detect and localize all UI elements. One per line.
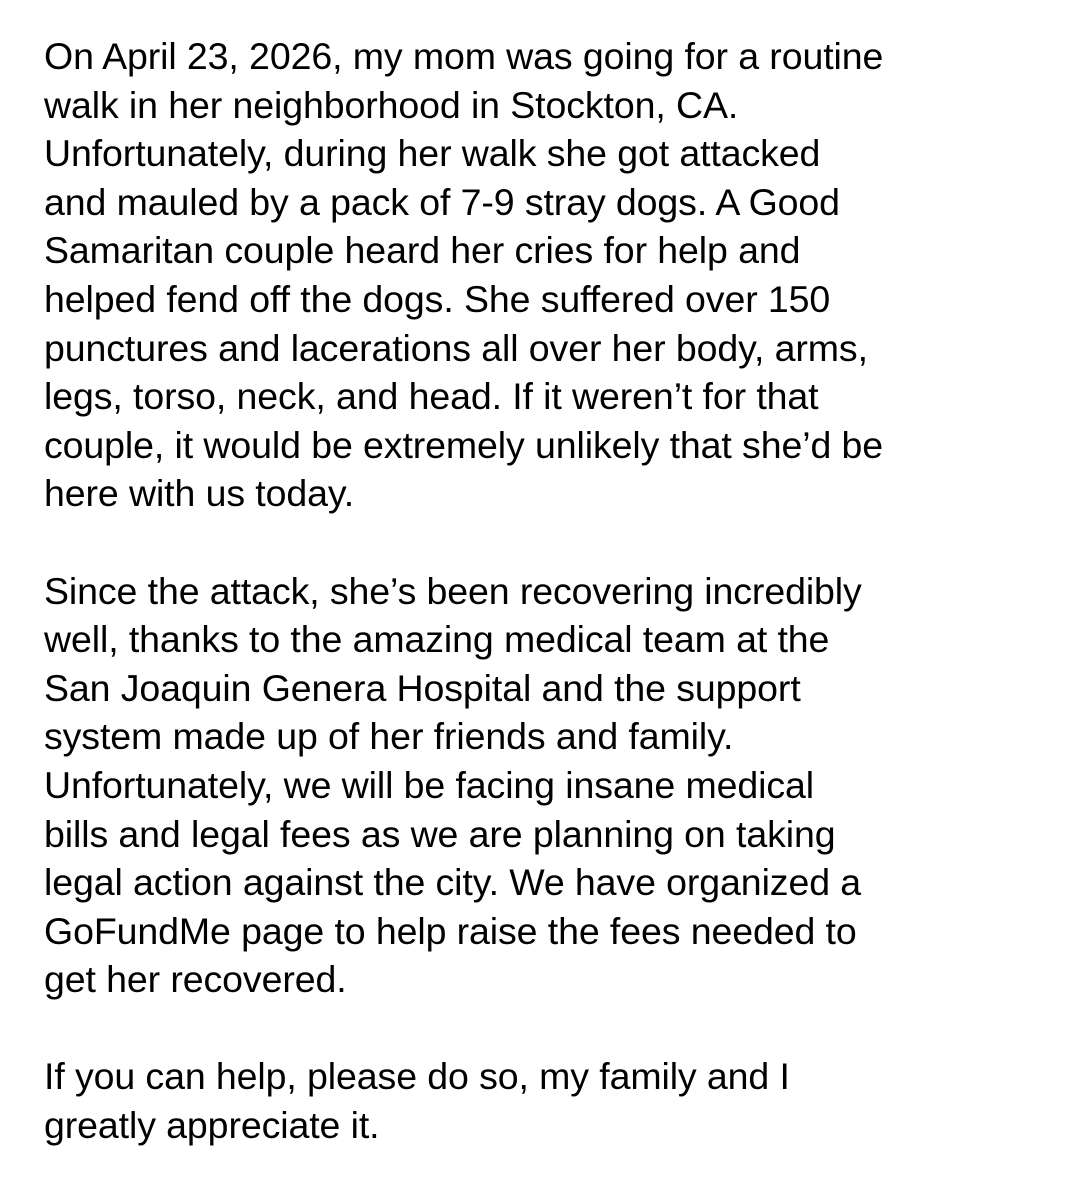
text-line: system made up of her friends and family.: [44, 715, 734, 758]
text-line: bills and legal fees as we are planning on taking: [44, 812, 836, 855]
text-line: San Joaquin Genera Hospital and the support: [44, 666, 801, 709]
text-line: Unfortunately, during her walk she got attacked: [44, 132, 821, 175]
text-line: couple, it would be extremely unlikely that she’d be: [44, 423, 884, 466]
paragraph-incident: [44, 32, 1054, 518]
text-line: legal action against the city. We have organized a: [44, 861, 862, 904]
text-line: here with us today.: [44, 472, 355, 515]
text-line: walk in her neighborhood in Stockton, CA.: [44, 83, 739, 126]
text-line: well, thanks to the amazing medical team at the: [44, 618, 830, 661]
text-line: greatly appreciate it.: [44, 1104, 380, 1147]
paragraph-appeal: [44, 1052, 1054, 1149]
text-line: Samaritan couple heard her cries for help and: [44, 229, 801, 272]
text-line: GoFundMe page to help raise the fees needed to: [44, 909, 857, 952]
text-line: Since the attack, she’s been recovering incredibly: [44, 569, 862, 612]
text-line: get her recovered.: [44, 958, 347, 1001]
text-line: On April 23, 2026, my mom was going for a routine: [44, 35, 884, 77]
text-line: Unfortunately, we will be facing insane medical: [44, 763, 815, 806]
text-line: punctures and lacerations all over her body, arms,: [44, 326, 868, 369]
paragraph-recovery: [44, 567, 1054, 1004]
text-line: helped fend off the dogs. She suffered over 150: [44, 277, 831, 320]
text-line: If you can help, please do so, my family and I: [44, 1055, 790, 1098]
post-body: [44, 32, 1054, 1150]
text-line: and mauled by a pack of 7-9 stray dogs. A Good: [44, 180, 840, 223]
text-line: legs, torso, neck, and head. If it weren’t for that: [44, 375, 819, 418]
